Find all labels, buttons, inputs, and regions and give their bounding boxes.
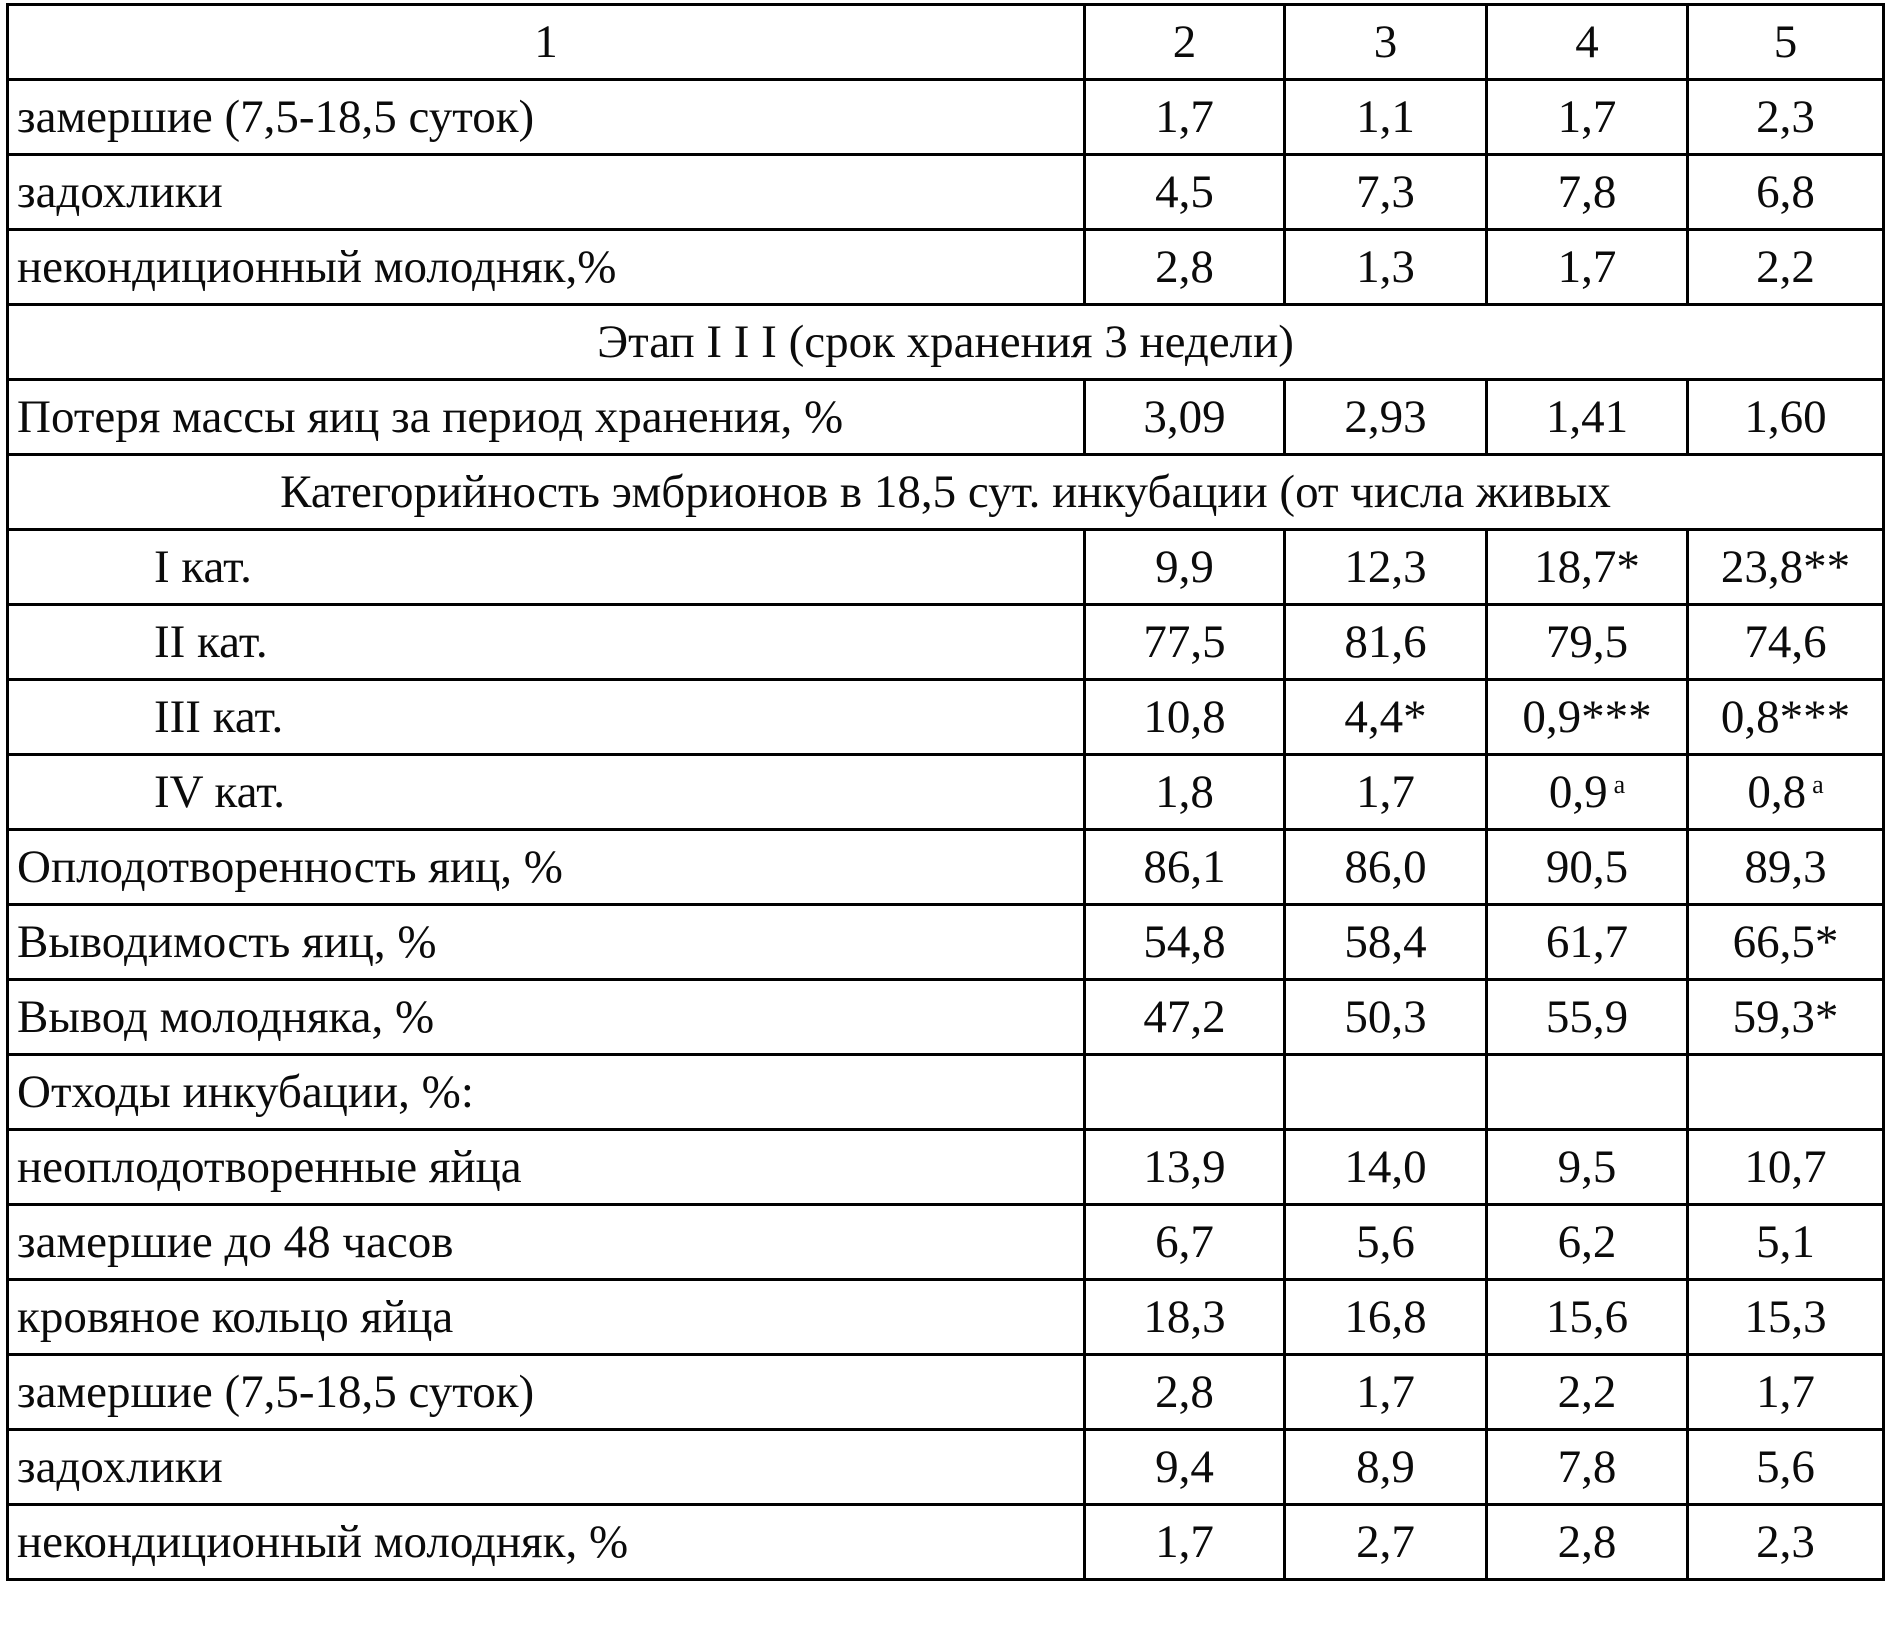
table-row bbox=[8, 1205, 1884, 1280]
column-header-5: 5 bbox=[1688, 5, 1884, 80]
value-cell-col-4 bbox=[1487, 1280, 1688, 1355]
value-cell-col-2 bbox=[1085, 1055, 1285, 1130]
table-row bbox=[8, 1505, 1884, 1580]
value-cell-col-5 bbox=[1688, 1505, 1884, 1580]
cell-value: 7,8 bbox=[1557, 1440, 1617, 1493]
cell-value: 12,3 bbox=[1344, 540, 1427, 593]
value-cell-col-4 bbox=[1487, 905, 1688, 980]
table-row bbox=[8, 1430, 1884, 1505]
value-cell-col-2 bbox=[1085, 755, 1285, 830]
cell-value: 10,7 bbox=[1744, 1140, 1827, 1193]
cell-value: 7,3 bbox=[1356, 165, 1415, 218]
cell-value: 89,3 bbox=[1744, 840, 1827, 893]
value-cell-col-2 bbox=[1085, 1505, 1285, 1580]
cell-value: 4,5 bbox=[1155, 165, 1214, 218]
cell-value: 2,93 bbox=[1344, 390, 1427, 443]
cell-value: 1,41 bbox=[1545, 390, 1629, 443]
row-label: III кат. bbox=[8, 680, 1085, 755]
value-cell-col-4 bbox=[1487, 755, 1688, 830]
value-cell-col-5 bbox=[1688, 530, 1884, 605]
cell-value: 1,7 bbox=[1756, 1365, 1815, 1418]
value-cell-col-4 bbox=[1487, 230, 1688, 305]
cell-value: 2,3 bbox=[1756, 1515, 1815, 1568]
footnote-mark: а bbox=[1613, 769, 1626, 799]
cell-value: 2,2 bbox=[1756, 240, 1815, 293]
value-cell-col-4 bbox=[1487, 830, 1688, 905]
value-cell-col-2 bbox=[1085, 980, 1285, 1055]
cell-value: 1,7 bbox=[1155, 1515, 1214, 1568]
cell-value: 54,8 bbox=[1143, 915, 1226, 968]
value-cell-col-2 bbox=[1085, 1430, 1285, 1505]
cell-value: 1,7 bbox=[1356, 765, 1415, 818]
incubation-results-table bbox=[6, 3, 1885, 1581]
cell-value: 2,3 bbox=[1756, 90, 1815, 143]
value-cell-col-3 bbox=[1285, 680, 1487, 755]
row-label: IV кат. bbox=[8, 755, 1085, 830]
value-cell-col-3 bbox=[1285, 1430, 1487, 1505]
row-label: Выводимость яиц, % bbox=[8, 905, 1085, 980]
section-heading: Категорийность эмбрионов в 18,5 сут. инкубации (от числа живых bbox=[8, 455, 1884, 530]
value-cell-col-5 bbox=[1688, 1430, 1884, 1505]
cell-value: 81,6 bbox=[1344, 615, 1427, 668]
value-cell-col-3 bbox=[1285, 530, 1487, 605]
value-cell-col-2 bbox=[1085, 1130, 1285, 1205]
row-label: замершие (7,5-18,5 суток) bbox=[8, 80, 1085, 155]
value-cell-col-2 bbox=[1085, 230, 1285, 305]
table-row bbox=[8, 1055, 1884, 1130]
value-cell-col-3 bbox=[1285, 1355, 1487, 1430]
table-row bbox=[8, 155, 1884, 230]
cell-value: 2,8 bbox=[1155, 240, 1214, 293]
value-cell-col-4 bbox=[1487, 1055, 1688, 1130]
cell-value: 0,8 bbox=[1747, 765, 1807, 818]
column-header-3: 3 bbox=[1285, 5, 1487, 80]
cell-value: 50,3 bbox=[1344, 990, 1427, 1043]
value-cell-col-5 bbox=[1688, 1355, 1884, 1430]
value-cell-col-4 bbox=[1487, 1355, 1688, 1430]
value-cell-col-2 bbox=[1085, 830, 1285, 905]
value-cell-col-5 bbox=[1688, 755, 1884, 830]
value-cell-col-2 bbox=[1085, 530, 1285, 605]
cell-value: 4,4* bbox=[1344, 690, 1427, 743]
value-cell-col-5 bbox=[1688, 980, 1884, 1055]
cell-value: 79,5 bbox=[1545, 615, 1629, 668]
value-cell-col-2 bbox=[1085, 905, 1285, 980]
value-cell-col-4 bbox=[1487, 1205, 1688, 1280]
row-label: кровяное кольцо яйца bbox=[8, 1280, 1085, 1355]
section-heading: Этап I I I (срок хранения 3 недели) bbox=[8, 305, 1884, 380]
value-cell-col-3 bbox=[1285, 980, 1487, 1055]
cell-value: 61,7 bbox=[1545, 915, 1629, 968]
value-cell-col-4 bbox=[1487, 980, 1688, 1055]
stage-heading-row bbox=[8, 305, 1884, 380]
column-header-2: 2 bbox=[1085, 5, 1285, 80]
value-cell-col-3 bbox=[1285, 155, 1487, 230]
value-cell-col-3 bbox=[1285, 1505, 1487, 1580]
value-cell-col-3 bbox=[1285, 755, 1487, 830]
value-cell-col-5 bbox=[1688, 830, 1884, 905]
cell-value: 1,7 bbox=[1356, 1365, 1415, 1418]
value-cell-col-4 bbox=[1487, 1130, 1688, 1205]
cell-value: 47,2 bbox=[1143, 990, 1226, 1043]
value-cell-col-4 bbox=[1487, 605, 1688, 680]
row-label: замершие до 48 часов bbox=[8, 1205, 1085, 1280]
category-row bbox=[8, 530, 1884, 605]
cell-value: 2,8 bbox=[1557, 1515, 1617, 1568]
cell-value: 74,6 bbox=[1744, 615, 1827, 668]
value-cell-col-4 bbox=[1487, 155, 1688, 230]
value-cell-col-2 bbox=[1085, 155, 1285, 230]
column-header-4: 4 bbox=[1487, 5, 1688, 80]
cell-value: 58,4 bbox=[1344, 915, 1427, 968]
cell-value: 59,3* bbox=[1732, 990, 1839, 1043]
row-label: Вывод молодняка, % bbox=[8, 980, 1085, 1055]
value-cell-col-3 bbox=[1285, 905, 1487, 980]
value-cell-col-2 bbox=[1085, 680, 1285, 755]
cell-value: 16,8 bbox=[1344, 1290, 1427, 1343]
cell-value: 2,7 bbox=[1356, 1515, 1415, 1568]
cell-value: 1,8 bbox=[1155, 765, 1214, 818]
cell-value: 0,9*** bbox=[1522, 690, 1652, 743]
row-label: некондиционный молодняк, % bbox=[8, 1505, 1085, 1580]
cell-value: 90,5 bbox=[1545, 840, 1629, 893]
cell-value: 18,7* bbox=[1534, 540, 1640, 593]
value-cell-col-3 bbox=[1285, 1280, 1487, 1355]
cell-value: 1,60 bbox=[1744, 390, 1827, 443]
cell-value: 1,3 bbox=[1356, 240, 1415, 293]
value-cell-col-3 bbox=[1285, 830, 1487, 905]
cell-value: 9,9 bbox=[1155, 540, 1214, 593]
table-body bbox=[8, 5, 1884, 1580]
cell-value: 5,6 bbox=[1756, 1440, 1815, 1493]
category-row bbox=[8, 755, 1884, 830]
value-cell-col-3 bbox=[1285, 1055, 1487, 1130]
footnote-mark: а bbox=[1812, 769, 1824, 799]
value-cell-col-4 bbox=[1487, 1505, 1688, 1580]
cell-value: 23,8** bbox=[1720, 540, 1851, 593]
cell-value: 77,5 bbox=[1143, 615, 1226, 668]
cell-value: 10,8 bbox=[1143, 690, 1226, 743]
value-cell-col-4 bbox=[1487, 1430, 1688, 1505]
cell-value: 6,7 bbox=[1155, 1215, 1214, 1268]
header-row bbox=[8, 5, 1884, 80]
row-label: некондиционный молодняк,% bbox=[8, 230, 1085, 305]
value-cell-col-5 bbox=[1688, 80, 1884, 155]
value-cell-col-2 bbox=[1085, 80, 1285, 155]
value-cell-col-5 bbox=[1688, 1130, 1884, 1205]
cell-value: 7,8 bbox=[1557, 165, 1617, 218]
value-cell-col-3 bbox=[1285, 380, 1487, 455]
cell-value: 66,5* bbox=[1732, 915, 1839, 968]
value-cell-col-4 bbox=[1487, 530, 1688, 605]
cell-value: 18,3 bbox=[1143, 1290, 1226, 1343]
row-label: Отходы инкубации, %: bbox=[8, 1055, 1085, 1130]
value-cell-col-5 bbox=[1688, 1205, 1884, 1280]
cell-value: 0,8*** bbox=[1720, 690, 1851, 743]
value-cell-col-3 bbox=[1285, 80, 1487, 155]
table-row bbox=[8, 1355, 1884, 1430]
value-cell-col-5 bbox=[1688, 155, 1884, 230]
value-cell-col-2 bbox=[1085, 1355, 1285, 1430]
value-cell-col-5 bbox=[1688, 1055, 1884, 1130]
cell-value: 86,1 bbox=[1143, 840, 1226, 893]
value-cell-col-3 bbox=[1285, 1205, 1487, 1280]
cell-value: 55,9 bbox=[1545, 990, 1629, 1043]
cell-value: 1,7 bbox=[1557, 90, 1617, 143]
value-cell-col-2 bbox=[1085, 605, 1285, 680]
value-cell-col-4 bbox=[1487, 80, 1688, 155]
cell-value: 86,0 bbox=[1344, 840, 1427, 893]
value-cell-col-5 bbox=[1688, 905, 1884, 980]
value-cell-col-3 bbox=[1285, 605, 1487, 680]
value-cell-col-2 bbox=[1085, 1280, 1285, 1355]
table-row bbox=[8, 80, 1884, 155]
category-row bbox=[8, 605, 1884, 680]
cell-value: 5,6 bbox=[1356, 1215, 1415, 1268]
table-row bbox=[8, 905, 1884, 980]
value-cell-col-3 bbox=[1285, 230, 1487, 305]
table-row bbox=[8, 1130, 1884, 1205]
table-row bbox=[8, 380, 1884, 455]
row-label: Потеря массы яиц за период хранения, % bbox=[8, 380, 1085, 455]
value-cell-col-3 bbox=[1285, 1130, 1487, 1205]
table-row bbox=[8, 830, 1884, 905]
category-heading-row bbox=[8, 455, 1884, 530]
value-cell-col-5 bbox=[1688, 680, 1884, 755]
value-cell-col-5 bbox=[1688, 230, 1884, 305]
cell-value: 9,4 bbox=[1155, 1440, 1214, 1493]
cell-value: 5,1 bbox=[1756, 1215, 1815, 1268]
cell-value: 8,9 bbox=[1356, 1440, 1415, 1493]
cell-value: 1,7 bbox=[1557, 240, 1617, 293]
cell-value: 15,3 bbox=[1744, 1290, 1827, 1343]
value-cell-col-2 bbox=[1085, 1205, 1285, 1280]
value-cell-col-5 bbox=[1688, 605, 1884, 680]
row-label: задохлики bbox=[8, 155, 1085, 230]
column-header-1: 1 bbox=[8, 5, 1085, 80]
cell-value: 0,9 bbox=[1548, 765, 1608, 818]
row-label: II кат. bbox=[8, 605, 1085, 680]
value-cell-col-4 bbox=[1487, 680, 1688, 755]
value-cell-col-5 bbox=[1688, 1280, 1884, 1355]
cell-value: 9,5 bbox=[1557, 1140, 1617, 1193]
cell-value: 3,09 bbox=[1143, 390, 1226, 443]
row-label: Оплодотворенность яиц, % bbox=[8, 830, 1085, 905]
cell-value: 15,6 bbox=[1545, 1290, 1629, 1343]
cell-value: 6,8 bbox=[1756, 165, 1815, 218]
value-cell-col-5 bbox=[1688, 380, 1884, 455]
cell-value: 6,2 bbox=[1557, 1215, 1617, 1268]
value-cell-col-2 bbox=[1085, 380, 1285, 455]
table-row bbox=[8, 1280, 1884, 1355]
category-row bbox=[8, 680, 1884, 755]
row-label: замершие (7,5-18,5 суток) bbox=[8, 1355, 1085, 1430]
table-row bbox=[8, 980, 1884, 1055]
value-cell-col-4 bbox=[1487, 380, 1688, 455]
row-label: I кат. bbox=[8, 530, 1085, 605]
cell-value: 1,1 bbox=[1356, 90, 1415, 143]
cell-value: 13,9 bbox=[1143, 1140, 1226, 1193]
cell-value: 2,2 bbox=[1557, 1365, 1617, 1418]
cell-value: 14,0 bbox=[1344, 1140, 1427, 1193]
table-row bbox=[8, 230, 1884, 305]
row-label: неоплодотворенные яйца bbox=[8, 1130, 1085, 1205]
cell-value: 1,7 bbox=[1155, 90, 1214, 143]
cell-value: 2,8 bbox=[1155, 1365, 1214, 1418]
row-label: задохлики bbox=[8, 1430, 1085, 1505]
